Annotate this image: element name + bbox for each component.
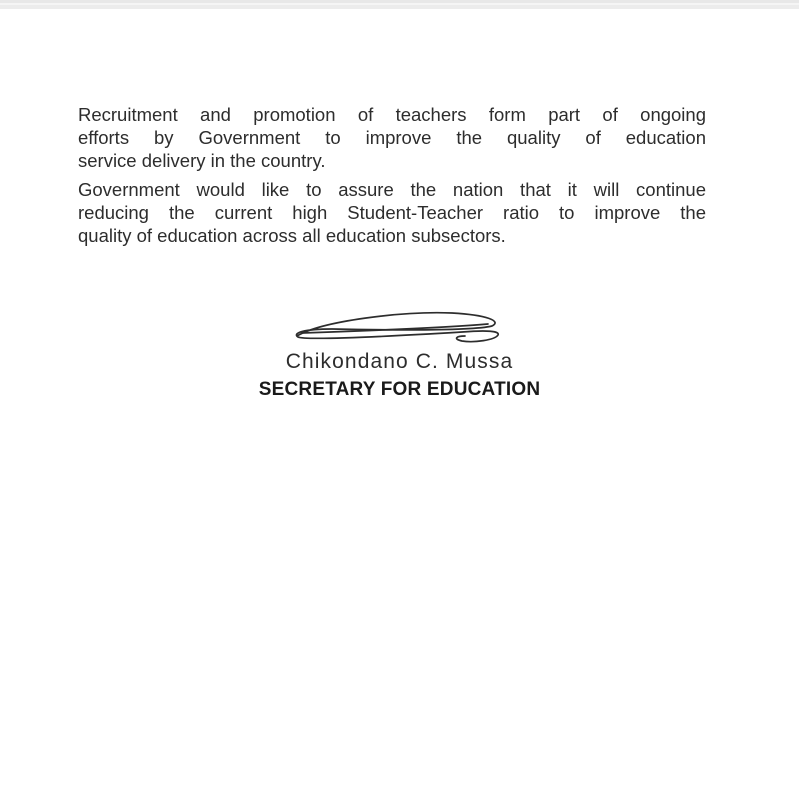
signatory-title: SECRETARY FOR EDUCATION [258, 379, 541, 400]
paragraph-line: reducing the current high Student-Teacher ratio to improve the [78, 202, 706, 223]
paragraph-2 [78, 178, 706, 247]
paragraph-1 [78, 103, 706, 172]
body-text [78, 103, 706, 247]
signatory-name: Chikondano C. Mussa [285, 350, 514, 373]
paragraph-line: efforts by Government to improve the quality of education [78, 127, 706, 148]
signature-block [0, 308, 799, 401]
paragraph-line: Government would like to assure the nation that it will continue [78, 179, 706, 200]
paragraph-line: service delivery in the country. [78, 150, 326, 171]
page-top-edge-strip [0, 0, 799, 9]
paragraph-line: quality of education across all education subsectors. [78, 225, 506, 246]
handwritten-signature-icon [292, 308, 508, 348]
paragraph-line: Recruitment and promotion of teachers form part of ongoing [78, 104, 706, 125]
